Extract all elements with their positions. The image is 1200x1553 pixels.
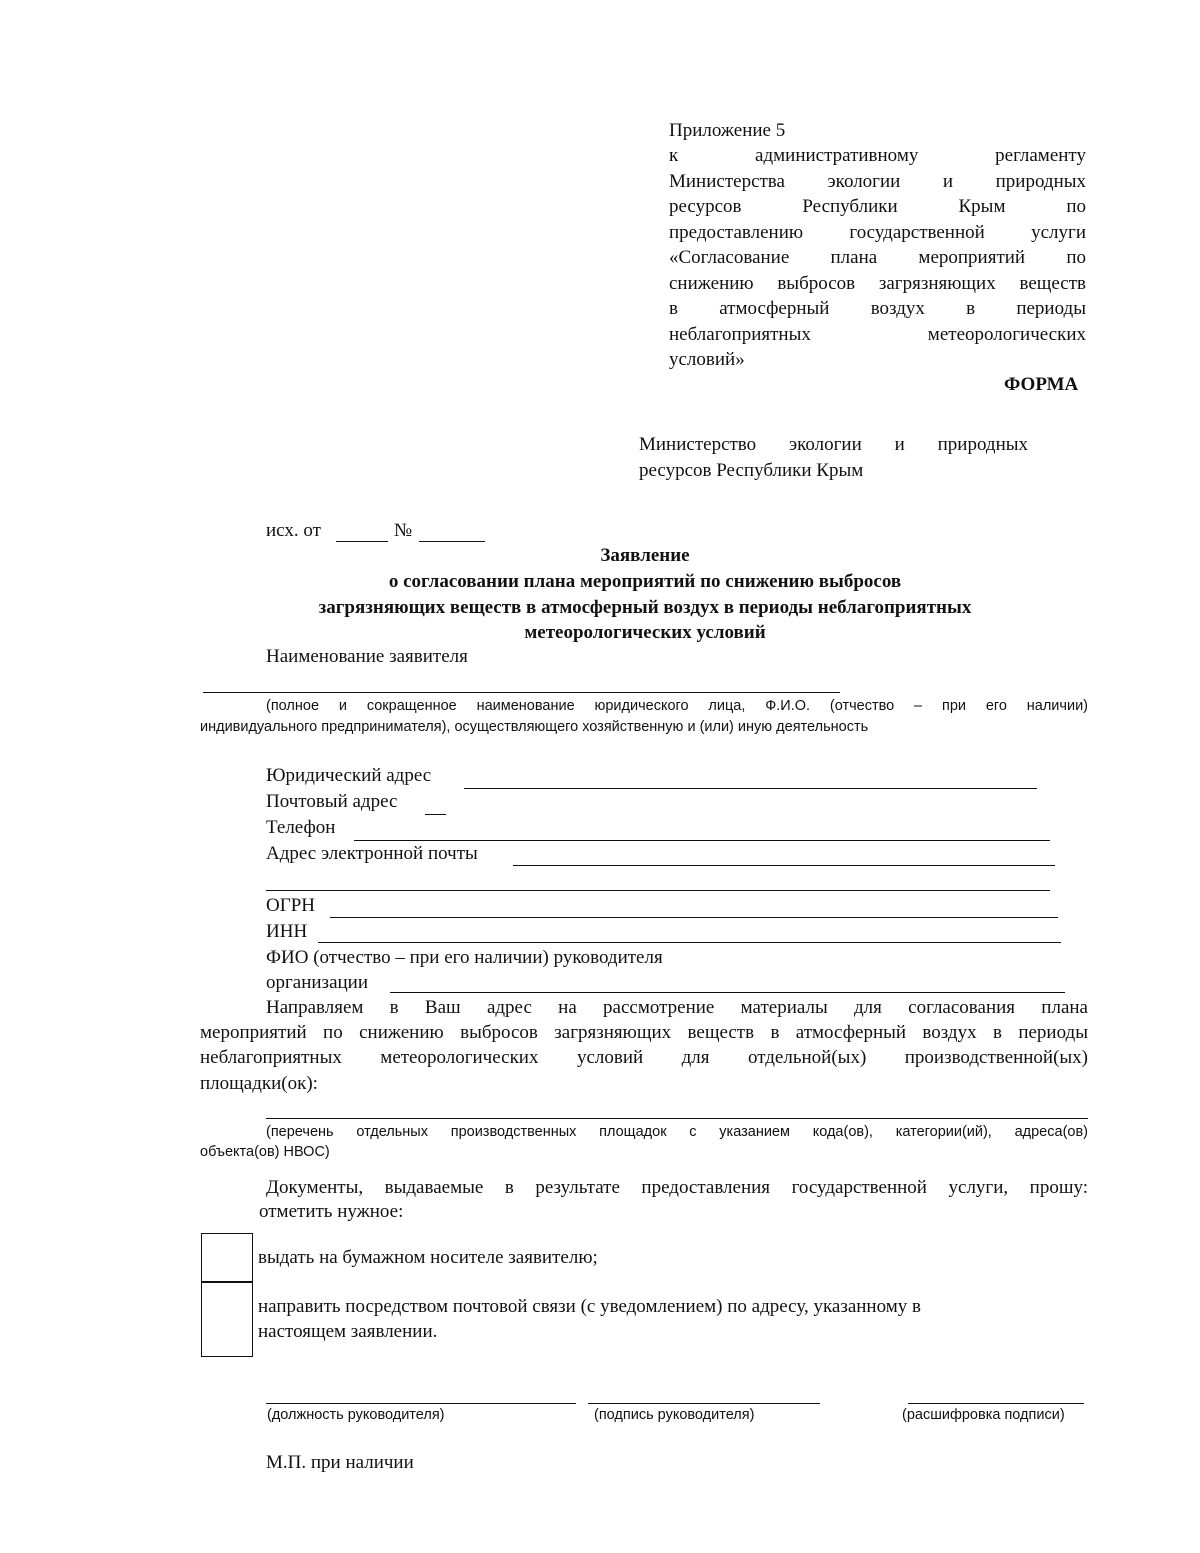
annex-line: «Согласование плана мероприятий по [669,247,1086,268]
annex-line: Министерства экологии и природных [669,171,1086,192]
sites-hint-line1: (перечень отдельных производственных площадок с указанием кода(ов), категории(ий), адреса(ов) [266,1124,1088,1140]
extra-line-field[interactable] [266,890,1050,891]
inn-label: ИНН [266,921,308,942]
outgoing-date-label: исх. от [266,520,321,541]
option-paper-label: выдать на бумажном носителе заявителю; [258,1247,598,1268]
documents-line2: отметить нужное: [259,1201,404,1222]
position-signature-line[interactable] [266,1403,576,1404]
outgoing-date-field[interactable] [336,541,388,542]
body-line1: Направляем в Ваш адрес на рассмотрение материалы для согласования плана [266,997,1088,1018]
annex-line: предоставлению государственной услуги [669,222,1086,243]
sites-list-field[interactable] [266,1118,1088,1119]
outgoing-number-label: № [394,520,413,541]
head-name-label-line1: ФИО (отчество – при его наличии) руководителя [266,947,663,968]
annex-line: снижению выбросов загрязняющих веществ [669,273,1086,294]
option-mail-label-line1: направить посредством почтовой связи (с уведомлением) по адресу, указанному в [258,1296,921,1317]
addressee-line1: Министерство экологии и природных [639,434,1028,455]
mail-delivery-checkbox[interactable] [201,1281,253,1357]
phone-field[interactable] [354,840,1050,841]
head-name-field[interactable] [390,992,1065,993]
title-line4: метеорологических условий [524,622,766,643]
title-line1: Заявление [600,545,690,566]
annex-line: ресурсов Республики Крым по [669,196,1086,217]
postal-address-label: Почтовый адрес [266,791,398,812]
ogrn-label: ОГРН [266,895,315,916]
outgoing-number-field[interactable] [419,541,485,542]
stamp-label: М.П. при наличии [266,1452,414,1473]
decoding-caption: (расшифровка подписи) [902,1407,1065,1423]
annex-line: неблагоприятных метеорологических [669,324,1086,345]
position-caption: (должность руководителя) [267,1407,445,1423]
postal-address-field[interactable] [425,814,446,815]
signature-caption: (подпись руководителя) [594,1407,755,1423]
sites-hint-line2: объекта(ов) НВОС) [200,1144,330,1160]
applicant-hint-line2: индивидуального предпринимателя), осуществляющего хозяйственную и (или) иную деятельность [200,719,869,735]
phone-label: Телефон [266,817,336,838]
inn-field[interactable] [318,942,1061,943]
annex-line: условий» [669,349,745,370]
paper-delivery-checkbox[interactable] [201,1233,253,1283]
legal-address-field[interactable] [464,788,1037,789]
addressee-line2: ресурсов Республики Крым [639,460,864,481]
decoding-signature-line[interactable] [908,1403,1084,1404]
email-label: Адрес электронной почты [266,843,478,864]
documents-line1: Документы, выдаваемые в результате предоставления государственной услуги, прошу: [266,1177,1088,1198]
legal-address-label: Юридический адрес [266,765,432,786]
option-mail-label-line2: настоящем заявлении. [258,1321,438,1342]
annex-line: в атмосферный воздух в периоды [669,298,1086,319]
body-line3: неблагоприятных метеорологических условий для отдельной(ых) производственной(ых) [200,1047,1088,1068]
email-field[interactable] [513,865,1055,866]
annex-title: Приложение 5 [669,120,786,141]
body-line2: мероприятий по снижению выбросов загрязняющих веществ в атмосферный воздух в периоды [200,1022,1088,1043]
title-line2: о согласовании плана мероприятий по снижению выбросов [388,571,902,592]
signature-line[interactable] [588,1403,820,1404]
title-line3: загрязняющих веществ в атмосферный воздух в периоды неблагоприятных [318,597,972,618]
ogrn-field[interactable] [330,917,1058,918]
form-label: ФОРМА [1004,374,1079,395]
annex-line: к административному регламенту [669,145,1086,166]
applicant-hint-line1: (полное и сокращенное наименование юридического лица, Ф.И.О. (отчество – при его наличии) [266,698,1088,714]
head-name-label-line2: организации [266,972,369,993]
body-line4: площадки(ок): [200,1073,318,1094]
applicant-name-field[interactable] [203,692,840,693]
applicant-label: Наименование заявителя [266,646,468,667]
